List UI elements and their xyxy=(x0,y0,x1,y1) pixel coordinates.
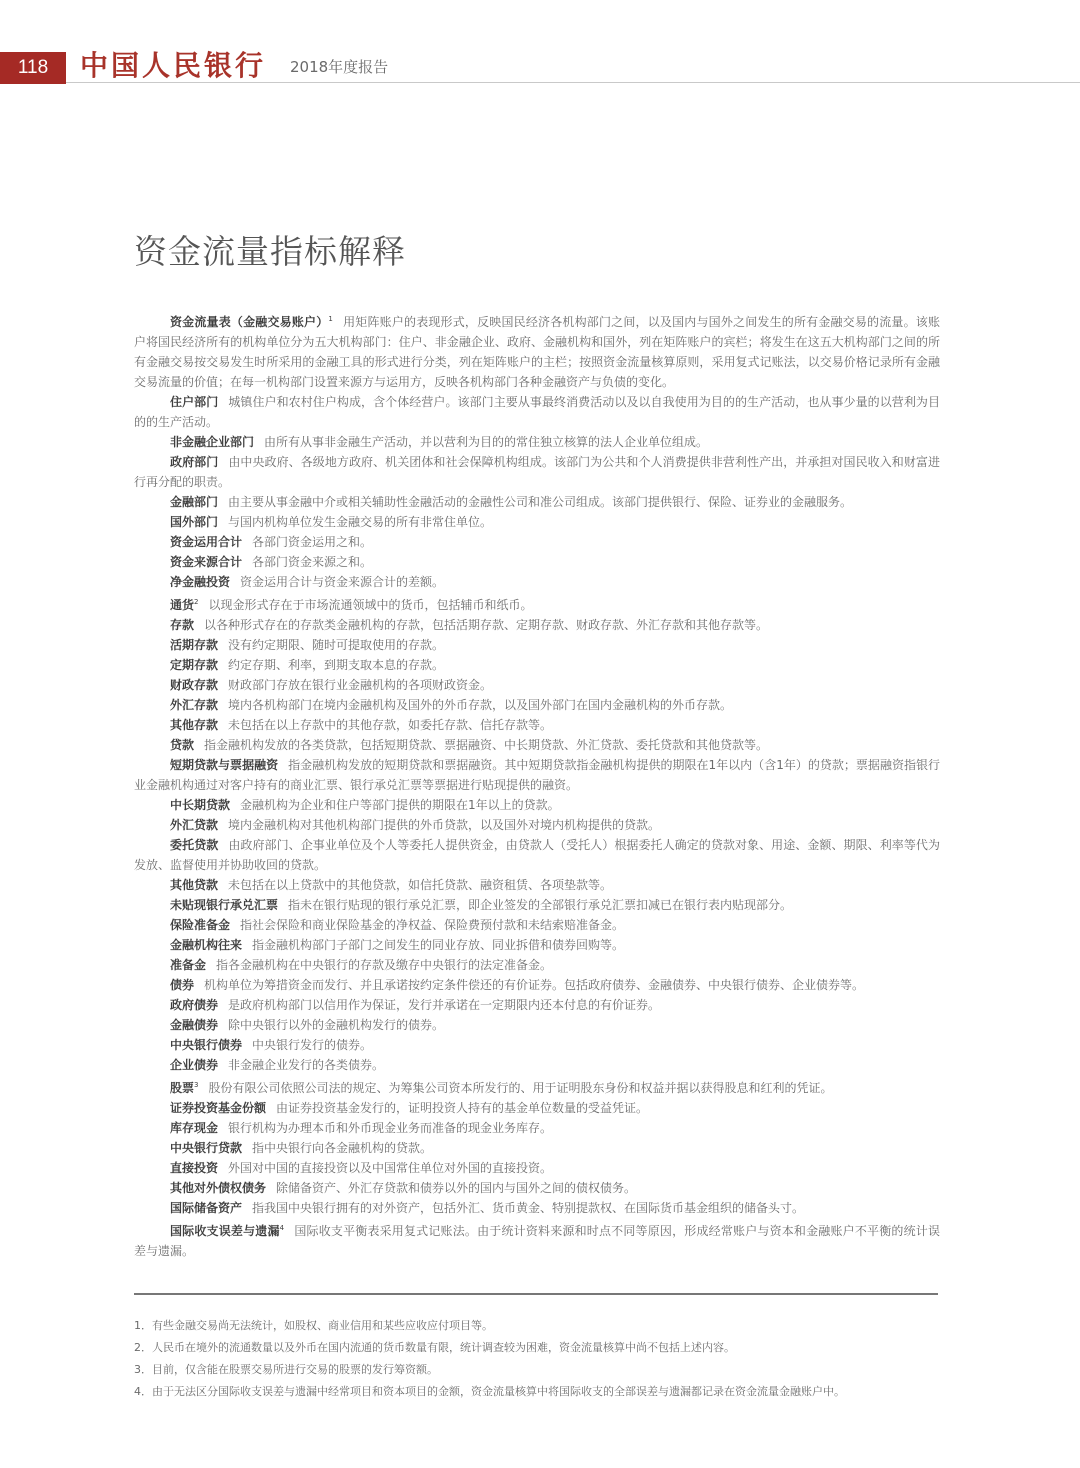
definition-entry xyxy=(134,915,940,935)
definition-term: 中央银行贷款 xyxy=(170,1141,243,1155)
definition-text: 由主要从事金融中介或相关辅助性金融活动的金融性公司和准公司组成。该部门提供银行、保险、证券业的金融服务。 xyxy=(228,495,853,509)
footnote-marker: 4 xyxy=(279,1224,285,1232)
definition-term: 资金运用合计 xyxy=(170,535,243,549)
definition-term: 其他贷款 xyxy=(170,878,219,892)
bank-name-logo: 中国人民银行 xyxy=(80,49,267,82)
definition-term: 企业债券 xyxy=(170,1058,219,1072)
definition-entry xyxy=(134,1015,940,1035)
definition-term: 中央银行债券 xyxy=(170,1038,243,1052)
header-divider xyxy=(66,82,1080,83)
definition-term: 国外部门 xyxy=(170,515,219,529)
definition-text: 以现金形式存在于市场流通领域中的货币，包括辅币和纸币。 xyxy=(208,598,533,612)
definition-text: 城镇住户和农村住户构成，含个体经营户。该部门主要从事最终消费活动以及以自我使用为目的的生产活动，也从事少量的以营利为目的的生产活动。 xyxy=(134,395,940,429)
definition-term: 金融债券 xyxy=(170,1018,219,1032)
definition-entry xyxy=(134,1055,940,1075)
definition-entry xyxy=(134,532,940,552)
definition-entry xyxy=(134,1118,940,1138)
definition-text: 指金融机构发放的短期贷款和票据融资。其中短期贷款指金融机构提供的期限在1年以内（含1年）的贷款；票据融资指银行业金融机构通过对客户持有的商业汇票、银行承兑汇票等票据进行贴现提供的融资。 xyxy=(134,758,940,792)
definition-term: 政府部门 xyxy=(170,455,219,469)
definition-term: 净金融投资 xyxy=(170,575,231,589)
definition-entry xyxy=(134,875,940,895)
page-title: 资金流量指标解释 xyxy=(134,232,406,271)
definition-term: 其他存款 xyxy=(170,718,219,732)
definition-term: 保险准备金 xyxy=(170,918,231,932)
definition-term: 政府债券 xyxy=(170,998,219,1012)
definition-entry xyxy=(134,1218,940,1261)
definition-text: 未包括在以上贷款中的其他贷款，如信托贷款、融资租赁、各项垫款等。 xyxy=(228,878,613,892)
page-header xyxy=(0,48,1080,84)
footnote-marker: 3 xyxy=(194,1081,199,1089)
definition-entry xyxy=(134,1178,940,1198)
definition-text: 中央银行发行的债券。 xyxy=(252,1038,373,1052)
definition-entry xyxy=(134,955,940,975)
definition-text: 资金运用合计与资金来源合计的差额。 xyxy=(240,575,445,589)
definition-entry xyxy=(134,935,940,955)
definition-entry xyxy=(134,1075,940,1098)
footnote-item: 4．由于无法区分国际收支误差与遗漏中经常项目和资本项目的金额，资金流量核算中将国际收支的全部误差与遗漏都记录在资金流量金融账户中。 xyxy=(134,1385,845,1398)
definition-text: 指我国中央银行拥有的对外资产，包括外汇、货币黄金、特别提款权、在国际货币基金组织的储备头寸。 xyxy=(252,1201,805,1215)
definition-entry xyxy=(134,895,940,915)
definition-text: 股份有限公司依照公司法的规定、为筹集公司资本所发行的、用于证明股东身份和权益并据以获得股息和红利的凭证。 xyxy=(208,1081,833,1095)
definition-term: 短期贷款与票据融资 xyxy=(170,758,279,772)
definition-text: 未包括在以上存款中的其他存款，如委托存款、信托存款等。 xyxy=(228,718,553,732)
definition-entry xyxy=(134,795,940,815)
definition-text: 是政府机构部门以信用作为保证，发行并承诺在一定期限内还本付息的有价证券。 xyxy=(228,998,661,1012)
definition-text: 由证券投资基金发行的，证明投资人持有的基金单位数量的受益凭证。 xyxy=(276,1101,649,1115)
definition-entry xyxy=(134,735,940,755)
definition-text: 各部门资金来源之和。 xyxy=(252,555,373,569)
definition-text: 财政部门存放在银行业金融机构的各项财政资金。 xyxy=(228,678,493,692)
footnotes xyxy=(134,1315,940,1403)
definition-text: 非金融企业发行的各类债券。 xyxy=(228,1058,385,1072)
definition-text: 外国对中国的直接投资以及中国常住单位对外国的直接投资。 xyxy=(228,1161,553,1175)
definition-term: 存款 xyxy=(170,618,195,632)
footnote-marker: 1 xyxy=(328,315,333,323)
definition-entry xyxy=(134,635,940,655)
definition-entry xyxy=(134,552,940,572)
definition-term: 资金流量表（金融交易账户） xyxy=(170,315,329,329)
definition-text: 由中央政府、各级地方政府、机关团体和社会保障机构组成。该部门为公共和个人消费提供非营利性产出，并承担对国民收入和财富进行再分配的职责。 xyxy=(134,455,940,489)
definition-entry xyxy=(134,392,940,432)
definition-entry xyxy=(134,615,940,635)
definition-term: 贷款 xyxy=(170,738,195,752)
definition-term: 库存现金 xyxy=(170,1121,219,1135)
definition-entry xyxy=(134,592,940,615)
footnote-item: 1．有些金融交易尚无法统计，如股权、商业信用和某些应收应付项目等。 xyxy=(134,1319,493,1332)
definition-term: 金融机构往来 xyxy=(170,938,243,952)
definition-term: 住户部门 xyxy=(170,395,219,409)
definition-text: 各部门资金运用之和。 xyxy=(252,535,373,549)
definition-entry xyxy=(134,1198,940,1218)
definition-term: 证券投资基金份额 xyxy=(170,1101,267,1115)
footnote-item: 3．目前，仅含能在股票交易所进行交易的股票的发行筹资额。 xyxy=(134,1363,438,1376)
definition-term: 财政存款 xyxy=(170,678,219,692)
definition-term: 外汇存款 xyxy=(170,698,219,712)
definition-entry xyxy=(134,512,940,532)
definition-entry xyxy=(134,452,940,492)
report-year: 2018年度报告 xyxy=(290,58,389,76)
definition-term: 直接投资 xyxy=(170,1161,219,1175)
definition-entry xyxy=(134,995,940,1015)
definition-term: 债券 xyxy=(170,978,195,992)
definition-term: 非金融企业部门 xyxy=(170,435,255,449)
footnote-divider xyxy=(134,1293,938,1295)
definition-text: 指各金融机构在中央银行的存款及缴存中央银行的法定准备金。 xyxy=(216,958,553,972)
definition-entry xyxy=(134,675,940,695)
definition-term: 活期存款 xyxy=(170,638,219,652)
definition-text: 国际收支平衡表采用复式记账法。由于统计资料来源和时点不同等原因，形成经常账户与资本和金融账户不平衡的统计误差与遗漏。 xyxy=(134,1224,940,1258)
definition-term: 中长期贷款 xyxy=(170,798,231,812)
definition-text: 以各种形式存在的存款类金融机构的存款，包括活期存款、定期存款、财政存款、外汇存款和其他存款等。 xyxy=(204,618,769,632)
definition-text: 没有约定期限、随时可提取使用的存款。 xyxy=(228,638,445,652)
definition-term: 国际收支误差与遗漏 xyxy=(170,1224,280,1238)
definition-entry xyxy=(134,309,940,392)
definition-term: 外汇贷款 xyxy=(170,818,219,832)
definition-text: 指未在银行贴现的银行承兑汇票，即企业签发的全部银行承兑汇票扣减已在银行表内贴现部分。 xyxy=(288,898,793,912)
definition-text: 指金融机构部门子部门之间发生的同业存放、同业拆借和债券回购等。 xyxy=(252,938,625,952)
definition-text: 银行机构为办理本币和外币现金业务而准备的现金业务库存。 xyxy=(228,1121,553,1135)
definition-entry xyxy=(134,1098,940,1118)
definition-entry xyxy=(134,572,940,592)
definition-term: 未贴现银行承兑汇票 xyxy=(170,898,279,912)
page-number: 118 xyxy=(0,52,66,84)
definition-entry xyxy=(134,1158,940,1178)
definition-text: 机构单位为筹措资金而发行、并且承诺按约定条件偿还的有价证券。包括政府债券、金融债券、中央银行债券、企业债券等。 xyxy=(204,978,865,992)
definition-text: 金融机构为企业和住户等部门提供的期限在1年以上的贷款。 xyxy=(240,798,560,812)
definition-text: 约定存期、利率，到期支取本息的存款。 xyxy=(228,658,445,672)
definition-text: 指社会保险和商业保险基金的净权益、保险费预付款和未结索赔准备金。 xyxy=(240,918,625,932)
definition-text: 由政府部门、企事业单位及个人等委托人提供资金，由贷款人（受托人）根据委托人确定的贷款对象、用途、金额、期限、利率等代为发放、监督使用并协助收回的贷款。 xyxy=(134,838,940,872)
definition-term: 定期存款 xyxy=(170,658,219,672)
definition-entry xyxy=(134,975,940,995)
definition-entry xyxy=(134,1035,940,1055)
definition-term: 国际储备资产 xyxy=(170,1201,243,1215)
footnote-marker: 2 xyxy=(194,598,199,606)
definition-term: 委托贷款 xyxy=(170,838,219,852)
definition-term: 准备金 xyxy=(170,958,207,972)
definition-entry xyxy=(134,655,940,675)
definition-entry xyxy=(134,1138,940,1158)
definition-entry xyxy=(134,492,940,512)
definition-text: 境内金融机构对其他机构部门提供的外币贷款，以及国外对境内机构提供的贷款。 xyxy=(228,818,661,832)
definition-term: 通货 xyxy=(170,598,195,612)
definition-text: 用矩阵账户的表现形式，反映国民经济各机构部门之间，以及国内与国外之间发生的所有金融交易的流量。该账户将国民经济所有的机构单位分为五大机构部门：住户、非金融企业、政府、金融机构和国外，列在矩阵账户的宾栏；将发生在这五大机构部门之间的所有金融交易按交易发生时所采用的金融工具的形式进行分类，列在矩阵账户的主栏；按照资金流量核算原则，采用复式记账法，以交易价格记录所有金融交易流量的价值；在每一机构部门设置来源方与运用方，反映各机构部门各种金融资产与负债的变化。 xyxy=(134,315,940,389)
definition-text: 指金融机构发放的各类贷款，包括短期贷款、票据融资、中长期贷款、外汇贷款、委托贷款和其他贷款等。 xyxy=(204,738,769,752)
definition-text: 除中央银行以外的金融机构发行的债券。 xyxy=(228,1018,445,1032)
definition-text: 指中央银行向各金融机构的贷款。 xyxy=(252,1141,433,1155)
definition-text: 境内各机构部门在境内金融机构及国外的外币存款，以及国外部门在国内金融机构的外币存款。 xyxy=(228,698,733,712)
definitions-list xyxy=(134,309,940,1261)
definition-entry xyxy=(134,755,940,795)
definition-text: 与国内机构单位发生金融交易的所有非常住单位。 xyxy=(228,515,493,529)
definition-term: 资金来源合计 xyxy=(170,555,243,569)
definition-term: 其他对外债权债务 xyxy=(170,1181,267,1195)
definition-entry xyxy=(134,835,940,875)
definition-text: 除储备资产、外汇存贷款和债券以外的国内与国外之间的债权债务。 xyxy=(276,1181,637,1195)
definition-text: 由所有从事非金融生产活动，并以营利为目的的常住独立核算的法人企业单位组成。 xyxy=(264,435,709,449)
definition-entry xyxy=(134,815,940,835)
definition-entry xyxy=(134,695,940,715)
definition-entry xyxy=(134,715,940,735)
definition-entry xyxy=(134,432,940,452)
definition-term: 金融部门 xyxy=(170,495,219,509)
definition-term: 股票 xyxy=(170,1081,195,1095)
footnote-item: 2．人民币在境外的流通数量以及外币在国内流通的货币数量有限，统计调查较为困难，资金流量核算中尚不包括上述内容。 xyxy=(134,1341,735,1354)
